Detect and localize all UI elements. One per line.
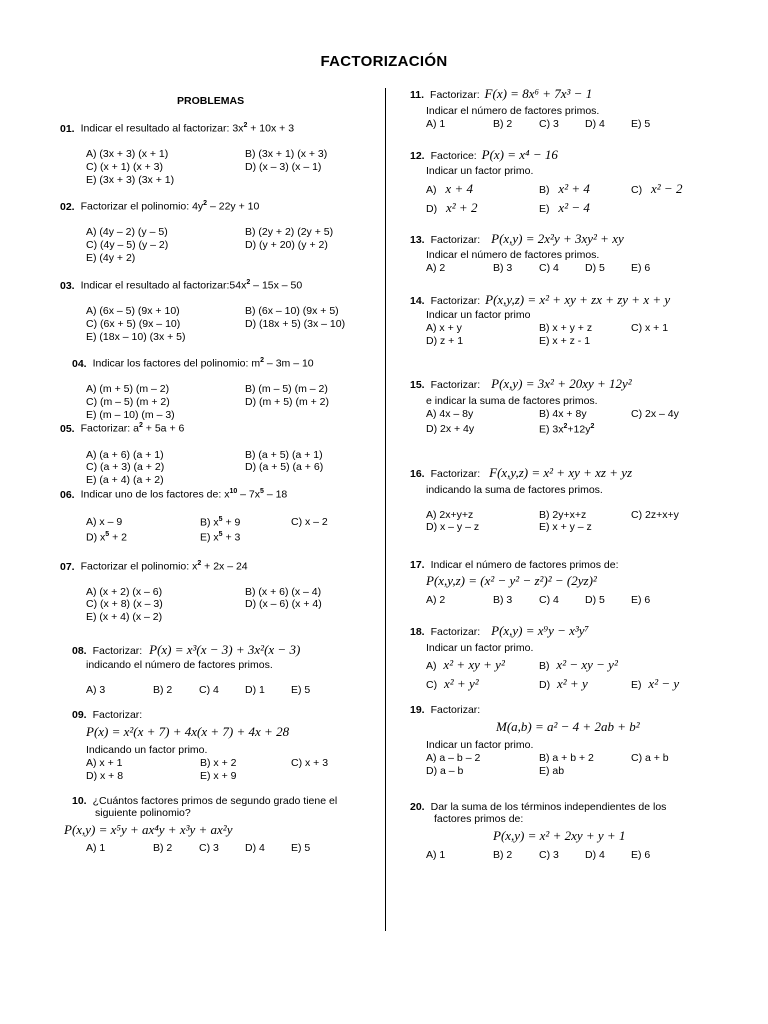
problem-14 <box>410 292 670 308</box>
problem-instruction: Indicar el número de factores primos. <box>426 249 600 261</box>
option-d[interactable]: D) x – y – z <box>426 521 480 533</box>
option-e[interactable]: E) 6 <box>631 849 651 861</box>
option-c[interactable]: C) 3 <box>199 842 219 854</box>
problem-text: ¿Cuántos factores primos de segundo grado tiene el <box>92 795 338 807</box>
problem-08 <box>72 642 300 658</box>
option-b[interactable]: B) (6x – 10) (9x + 5) <box>245 305 339 317</box>
problem-instruction: Indicando un factor primo. <box>86 744 208 756</box>
math-expression: P(x,y,z) = (x² − y² − z²)² − (2yz)² <box>426 573 597 588</box>
option-e[interactable]: E) ab <box>539 765 565 777</box>
option-a[interactable]: A) 1 <box>426 849 446 861</box>
option-e[interactable]: E) x + z - 1 <box>539 335 591 347</box>
option-e[interactable]: E) (18x – 10) (3x + 5) <box>86 331 186 343</box>
exponent: 2 <box>246 279 251 286</box>
option-e[interactable] <box>539 200 590 216</box>
problem-instruction: e indicar la suma de factores primos. <box>426 395 598 407</box>
option-e[interactable]: E) (4y + 2) <box>86 252 136 264</box>
problem-03 <box>60 279 302 292</box>
math-expression: P(x) = x²(x + 7) + 4x(x + 7) + 4x + 28 <box>86 724 290 739</box>
option-e[interactable]: E) (3x + 3) (3x + 1) <box>86 174 175 186</box>
option-a[interactable]: A) (a + 6) (a + 1) <box>86 449 164 461</box>
exponent: 5 <box>218 531 223 538</box>
problem-number: 17. <box>410 559 425 571</box>
option-b[interactable] <box>200 516 240 529</box>
option-b[interactable]: B) (a + 5) (a + 1) <box>245 449 323 461</box>
option-c[interactable]: C) x – 2 <box>291 516 328 528</box>
option-c[interactable]: C) (6x + 5) (9x – 10) <box>86 318 181 330</box>
problem-text: Factorizar: a <box>80 422 139 435</box>
option-c[interactable]: C) 4 <box>539 594 559 606</box>
option-c[interactable]: C) 3 <box>539 118 559 130</box>
option-e[interactable]: E) (x + 4) (x – 2) <box>86 611 163 623</box>
math-expression: x² − y <box>648 676 680 691</box>
problem-19 <box>410 704 480 716</box>
problem-06 <box>60 488 287 501</box>
problem-05 <box>60 422 184 435</box>
math-expression: x² − 2 <box>651 181 683 196</box>
option-b[interactable]: B) 4x + 8y <box>539 408 587 420</box>
problem-number: 01. <box>60 122 75 135</box>
option-d[interactable] <box>426 200 477 216</box>
math-expression: P(x,y,z) = x² + xy + zx + zy + x + y <box>485 292 671 307</box>
option-b[interactable]: B) x + y + z <box>539 322 593 334</box>
problem-text: Dar la suma de los términos independientes de los <box>430 801 667 813</box>
option-d-rest: + 2 <box>109 531 127 544</box>
problem-number: 13. <box>410 234 425 246</box>
option-b[interactable]: B) 3 <box>493 594 513 606</box>
option-a[interactable]: A) (4y – 2) (y – 5) <box>86 226 168 238</box>
option-d[interactable]: D) 4 <box>585 118 605 130</box>
option-e[interactable]: E) x + y – z <box>539 521 592 533</box>
option-a[interactable]: A) x + 1 <box>86 757 123 769</box>
problem-number: 09. <box>72 709 87 721</box>
problem-text: Indicar el número de factores primos de: <box>430 559 619 571</box>
problem-text: Factorizar: <box>430 626 481 638</box>
option-c[interactable]: C) 2z+x+y <box>631 509 679 521</box>
option-b[interactable]: B) 2 <box>493 118 513 130</box>
option-b[interactable]: B) 2 <box>153 684 173 696</box>
exponent: 2 <box>138 422 143 429</box>
option-d[interactable] <box>86 531 127 544</box>
option-a[interactable]: A) x – 9 <box>86 516 123 528</box>
option-a[interactable]: A) 3 <box>86 684 106 696</box>
problem-10 <box>72 795 337 807</box>
option-c[interactable]: C) 4 <box>199 684 219 696</box>
option-b[interactable]: B) (3x + 1) (x + 3) <box>245 148 328 160</box>
math-expression: x + 4 <box>445 181 473 196</box>
option-a[interactable]: A) 2 <box>426 262 446 274</box>
problem-number: 02. <box>60 200 75 213</box>
problem-number: 05. <box>60 422 75 435</box>
problem-instruction: indicando la suma de factores primos. <box>426 484 603 496</box>
problem-15 <box>410 376 632 392</box>
option-d[interactable]: D) 4 <box>245 842 265 854</box>
math-expression: P(x,y) = x⁹y − x³y⁷ <box>491 623 590 638</box>
problem-number: 16. <box>410 468 425 480</box>
exponent: 5 <box>105 531 110 538</box>
problem-text-line2: factores primos de: <box>434 813 524 825</box>
option-c[interactable]: C) x + 3 <box>291 757 329 769</box>
option-label: C) <box>426 679 438 691</box>
math-expression: F(x,y,z) = x² + xy + xz + yz <box>489 465 633 480</box>
option-a[interactable] <box>426 657 505 673</box>
math-expression: P(x,y) = 2x²y + 3xy² + xy <box>491 231 624 246</box>
problem-11 <box>410 86 592 102</box>
option-d[interactable]: D) 1 <box>245 684 265 696</box>
column-divider <box>385 88 386 931</box>
problem-text-rest: + 10x + 3 <box>247 122 295 135</box>
problem-16 <box>410 465 632 481</box>
option-a[interactable]: A) (3x + 3) (x + 1) <box>86 148 169 160</box>
problem-number: 07. <box>60 560 75 573</box>
option-label: D) <box>539 679 551 691</box>
page-title: FACTORIZACIÓN <box>320 53 448 70</box>
problem-04 <box>72 357 314 370</box>
problem-number: 14. <box>410 295 425 307</box>
problem-instruction: Indicar un factor primo <box>426 309 531 321</box>
option-label: D) <box>426 203 438 215</box>
option-a[interactable] <box>426 181 473 197</box>
problem-number: 04. <box>72 357 87 370</box>
problem-number: 12. <box>410 150 425 162</box>
problem-01 <box>60 122 294 135</box>
math-expression: x² + y <box>557 676 588 691</box>
option-label: A) <box>426 184 437 196</box>
option-b-rest: + 9 <box>222 516 241 529</box>
problem-text: Factorizar: <box>430 234 481 246</box>
problem-13 <box>410 231 624 247</box>
option-label: B) <box>539 184 550 196</box>
option-c[interactable]: C) 2x – 4y <box>631 408 679 420</box>
option-d[interactable] <box>539 676 588 692</box>
option-a[interactable]: A) 1 <box>426 118 446 130</box>
option-b[interactable]: B) 3 <box>493 262 513 274</box>
option-d[interactable]: D) (a + 5) (a + 6) <box>245 461 324 473</box>
option-d[interactable]: D) (y + 20) (y + 2) <box>245 239 328 251</box>
option-c[interactable]: C) (m – 5) (m + 2) <box>86 396 170 408</box>
option-e[interactable]: E) (m – 10) (m – 3) <box>86 409 175 421</box>
problem-text-rest: + 5a + 6 <box>142 422 185 435</box>
option-c[interactable] <box>631 181 682 197</box>
option-c[interactable]: C) 4 <box>539 262 559 274</box>
option-b[interactable] <box>539 181 590 197</box>
option-e[interactable]: E) 5 <box>291 684 311 696</box>
option-label: C) <box>631 184 643 196</box>
option-a[interactable]: A) x + y <box>426 322 462 334</box>
math-expression: P(x) = x³(x − 3) + 3x²(x − 3) <box>149 642 301 657</box>
problem-number: 19. <box>410 704 425 716</box>
math-expression: x² + 2 <box>446 200 478 215</box>
option-c[interactable]: C) (x + 1) (x + 3) <box>86 161 164 173</box>
problem-02 <box>60 200 259 213</box>
problem-instruction: Indicar un factor primo. <box>426 642 534 654</box>
option-b-text: B) x <box>200 516 219 529</box>
option-e-text: E) x <box>200 531 219 544</box>
problem-text-rest: + 2x – 24 <box>201 560 248 573</box>
problem-instruction: indicando el número de factores primos. <box>86 659 273 671</box>
option-d[interactable]: D) x + 8 <box>86 770 124 782</box>
option-e[interactable]: E) 6 <box>631 594 651 606</box>
problem-text: Indicar los factores del polinomio: m <box>92 357 261 370</box>
math-expression: P(x,y) = x² + 2xy + y + 1 <box>493 828 626 843</box>
option-b[interactable]: B) (x + 6) (x – 4) <box>245 586 322 598</box>
problem-07 <box>60 560 248 573</box>
math-expression: P(x,y) = x⁵y + ax⁴y + x³y + ax²y <box>64 822 233 837</box>
math-expression: x² − 4 <box>558 200 590 215</box>
option-b[interactable]: B) 2 <box>493 849 513 861</box>
exponent: 2 <box>243 122 248 129</box>
option-c[interactable]: C) (a + 3) (a + 2) <box>86 461 165 473</box>
option-e[interactable] <box>631 676 679 692</box>
problem-number: 08. <box>72 645 87 657</box>
problem-number: 10. <box>72 795 87 807</box>
problem-20 <box>410 801 666 813</box>
option-e-rest: + 3 <box>222 531 241 544</box>
section-heading: PROBLEMAS <box>177 95 245 107</box>
problem-text: Indicar uno de los factores de: x <box>80 488 230 501</box>
problem-number: 18. <box>410 626 425 638</box>
exponent: 2 <box>563 423 568 430</box>
exponent: 10 <box>229 488 238 495</box>
problem-number: 03. <box>60 279 75 292</box>
option-d[interactable]: D) (m + 5) (m + 2) <box>245 396 330 408</box>
math-expression: x² + xy + y² <box>443 657 505 672</box>
problem-text-rest: – 18 <box>263 488 288 501</box>
problem-number: 06. <box>60 488 75 501</box>
problem-instruction: Indicar el número de factores primos. <box>426 105 600 117</box>
option-b[interactable]: B) (m – 5) (m – 2) <box>245 383 328 395</box>
problem-instruction: Indicar un factor primo. <box>426 739 534 751</box>
exponent: 2 <box>590 423 595 430</box>
problem-text-rest: – 15x – 50 <box>250 279 303 292</box>
exponent: 2 <box>203 200 208 207</box>
option-d[interactable]: D) 4 <box>585 849 605 861</box>
option-d-text: D) x <box>86 531 106 544</box>
problem-text: Factorizar: <box>430 704 481 716</box>
exponent: 2 <box>197 560 202 567</box>
problem-text-line2: siguiente polinomio? <box>95 807 191 819</box>
option-c[interactable]: C) (4y – 5) (y – 2) <box>86 239 169 251</box>
math-expression: x² + 4 <box>558 181 590 196</box>
exponent: 5 <box>218 516 223 523</box>
option-e[interactable]: E) x + 9 <box>200 770 237 782</box>
math-expression: M(a,b) = a² − 4 + 2ab + b² <box>496 719 640 734</box>
option-c[interactable] <box>426 676 479 692</box>
option-a[interactable]: A) (m + 5) (m – 2) <box>86 383 170 395</box>
option-label: E) <box>631 679 642 691</box>
option-d[interactable]: D) z + 1 <box>426 335 464 347</box>
problem-text: Factorizar: <box>430 379 481 391</box>
problem-text-rest: – 3m – 10 <box>264 357 314 370</box>
option-d[interactable]: D) (18x + 5) (3x – 10) <box>245 318 346 330</box>
problem-18 <box>410 623 589 639</box>
option-a[interactable]: A) a – b – 2 <box>426 752 481 764</box>
problem-text: Factorizar: <box>92 645 143 657</box>
option-d[interactable]: D) (x – 6) (x + 4) <box>245 598 322 610</box>
option-b[interactable]: B) 2y+x+z <box>539 509 587 521</box>
option-a[interactable]: A) 4x – 8y <box>426 408 474 420</box>
option-b[interactable]: B) x + 2 <box>200 757 237 769</box>
exponent: 5 <box>260 488 264 495</box>
option-d[interactable]: D) (x – 3) (x – 1) <box>245 161 322 173</box>
option-a[interactable]: A) 1 <box>86 842 106 854</box>
problem-09 <box>72 709 142 721</box>
option-e[interactable]: E) 5 <box>291 842 311 854</box>
option-d[interactable]: D) a – b <box>426 765 464 777</box>
option-a[interactable]: A) (x + 2) (x – 6) <box>86 586 163 598</box>
problem-number: 11. <box>410 89 425 101</box>
option-c[interactable]: C) 3 <box>539 849 559 861</box>
problem-number: 20. <box>410 801 425 813</box>
option-a[interactable]: A) (6x – 5) (9x + 10) <box>86 305 180 317</box>
option-b[interactable] <box>539 657 618 673</box>
problem-text: Factorizar: <box>430 295 481 307</box>
option-e-mid: +12y <box>567 423 591 436</box>
option-d[interactable]: D) 2x + 4y <box>426 423 475 435</box>
problem-text: Factorizar el polinomio: 4y <box>80 200 204 213</box>
math-expression: P(x,y) = 3x² + 20xy + 12y² <box>491 376 632 391</box>
problem-12 <box>410 147 558 163</box>
problem-text: Factorice: <box>430 150 477 162</box>
option-b[interactable]: B) 2 <box>153 842 173 854</box>
option-d[interactable]: D) 5 <box>585 594 605 606</box>
option-b[interactable]: B) a + b + 2 <box>539 752 594 764</box>
option-e[interactable]: E) 5 <box>631 118 651 130</box>
problem-text: Factorizar: <box>430 89 480 101</box>
option-a[interactable]: A) 2x+y+z <box>426 509 474 521</box>
option-c[interactable]: C) x + 1 <box>631 322 669 334</box>
problem-number: 15. <box>410 379 425 391</box>
problem-text-rest: – 22y + 10 <box>207 200 260 213</box>
math-expression: P(x) = x⁴ − 16 <box>481 147 558 162</box>
exponent: 2 <box>260 357 265 364</box>
math-expression: x² − xy − y² <box>556 657 618 672</box>
problem-text: Factorizar: <box>92 709 143 721</box>
option-a[interactable]: A) 2 <box>426 594 446 606</box>
math-expression: F(x) = 8x⁶ + 7x³ − 1 <box>484 86 593 101</box>
problem-text: Indicar el resultado al factorizar:54x <box>80 279 247 292</box>
problem-text: Indicar el resultado al factorizar: 3x <box>80 122 244 135</box>
option-label: E) <box>539 203 550 215</box>
option-label: A) <box>426 660 437 672</box>
option-e-text: E) 3x <box>539 423 564 436</box>
option-c[interactable]: C) a + b <box>631 752 669 764</box>
option-b[interactable]: B) (2y + 2) (2y + 5) <box>245 226 334 238</box>
option-d[interactable]: D) 5 <box>585 262 605 274</box>
problem-17 <box>410 559 619 571</box>
option-e[interactable]: E) 6 <box>631 262 651 274</box>
problem-instruction: Indicar un factor primo. <box>426 165 534 177</box>
option-e[interactable]: E) (a + 4) (a + 2) <box>86 474 164 486</box>
option-e[interactable] <box>200 531 240 544</box>
option-label: B) <box>539 660 550 672</box>
problem-text-mid: – 7x <box>237 488 261 501</box>
option-c[interactable]: C) (x + 8) (x – 3) <box>86 598 163 610</box>
option-e[interactable] <box>539 423 594 436</box>
math-expression: x² + y² <box>444 676 479 691</box>
problem-text: Factorizar el polinomio: x <box>80 560 198 573</box>
problem-text: Factorizar: <box>430 468 481 480</box>
